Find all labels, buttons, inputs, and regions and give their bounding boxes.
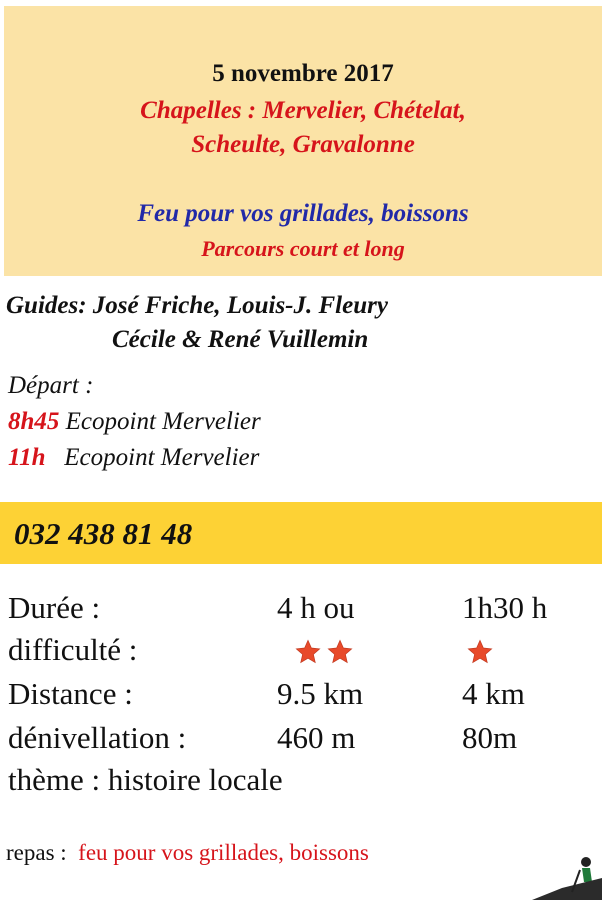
event-date: 5 novembre 2017 [212, 60, 394, 87]
stats-value-long: 9.5 km [277, 676, 364, 711]
stats-value-long: 460 m [277, 720, 356, 755]
difficulty-stars-long [294, 638, 358, 668]
event-title [4, 94, 602, 162]
depart-row [8, 444, 259, 472]
depart-time: 8h45 [8, 408, 60, 435]
guides-line2: Cécile & René Vuillemin [112, 326, 369, 353]
guides-line1: Guides: José Friche, Louis-J. Fleury [6, 292, 388, 319]
stats-row-distance [0, 676, 602, 720]
stats-value-court: 1h30 h [462, 590, 548, 625]
stats-value-long: 4 h ou [277, 590, 355, 625]
depart-place: Ecopoint Mervelier [59, 408, 261, 435]
stats-row-duree [0, 590, 602, 634]
header-box [4, 6, 602, 276]
stats-row-difficulte [0, 632, 602, 676]
depart-row [8, 408, 261, 436]
stats-label: difficulté : [8, 632, 138, 667]
event-feu: Feu pour vos grillades, boissons [137, 200, 469, 227]
phone-number[interactable]: 032 438 81 48 [14, 516, 193, 551]
event-title-line1: Chapelles : Mervelier, Chételat, [140, 97, 466, 124]
repas-value: feu pour vos grillades, boissons [78, 840, 369, 865]
depart-place: Ecopoint Mervelier [45, 444, 260, 471]
star-icon [466, 638, 494, 666]
event-title-line2: Scheulte, Gravalonne [191, 131, 415, 158]
depart-time: 11h [8, 444, 46, 471]
phone-bar [0, 502, 602, 564]
stats-value-court: 80m [462, 720, 518, 755]
star-icon [326, 638, 354, 666]
stats-label: dénivellation : [8, 720, 187, 755]
repas-line [6, 840, 369, 866]
hiker-icon [532, 848, 602, 900]
depart-label: Départ : [8, 372, 94, 399]
stats-label: Durée : [8, 590, 101, 625]
stats-label: Distance : [8, 676, 133, 711]
stats-theme: thème : histoire locale [8, 762, 283, 797]
event-parcours: Parcours court et long [201, 236, 405, 261]
stats-row-denivellation [0, 720, 602, 764]
repas-label: repas : [6, 840, 79, 865]
stats-value-court: 4 km [462, 676, 525, 711]
difficulty-stars-court [466, 638, 498, 668]
star-icon [294, 638, 322, 666]
stats-row-theme [0, 762, 602, 806]
